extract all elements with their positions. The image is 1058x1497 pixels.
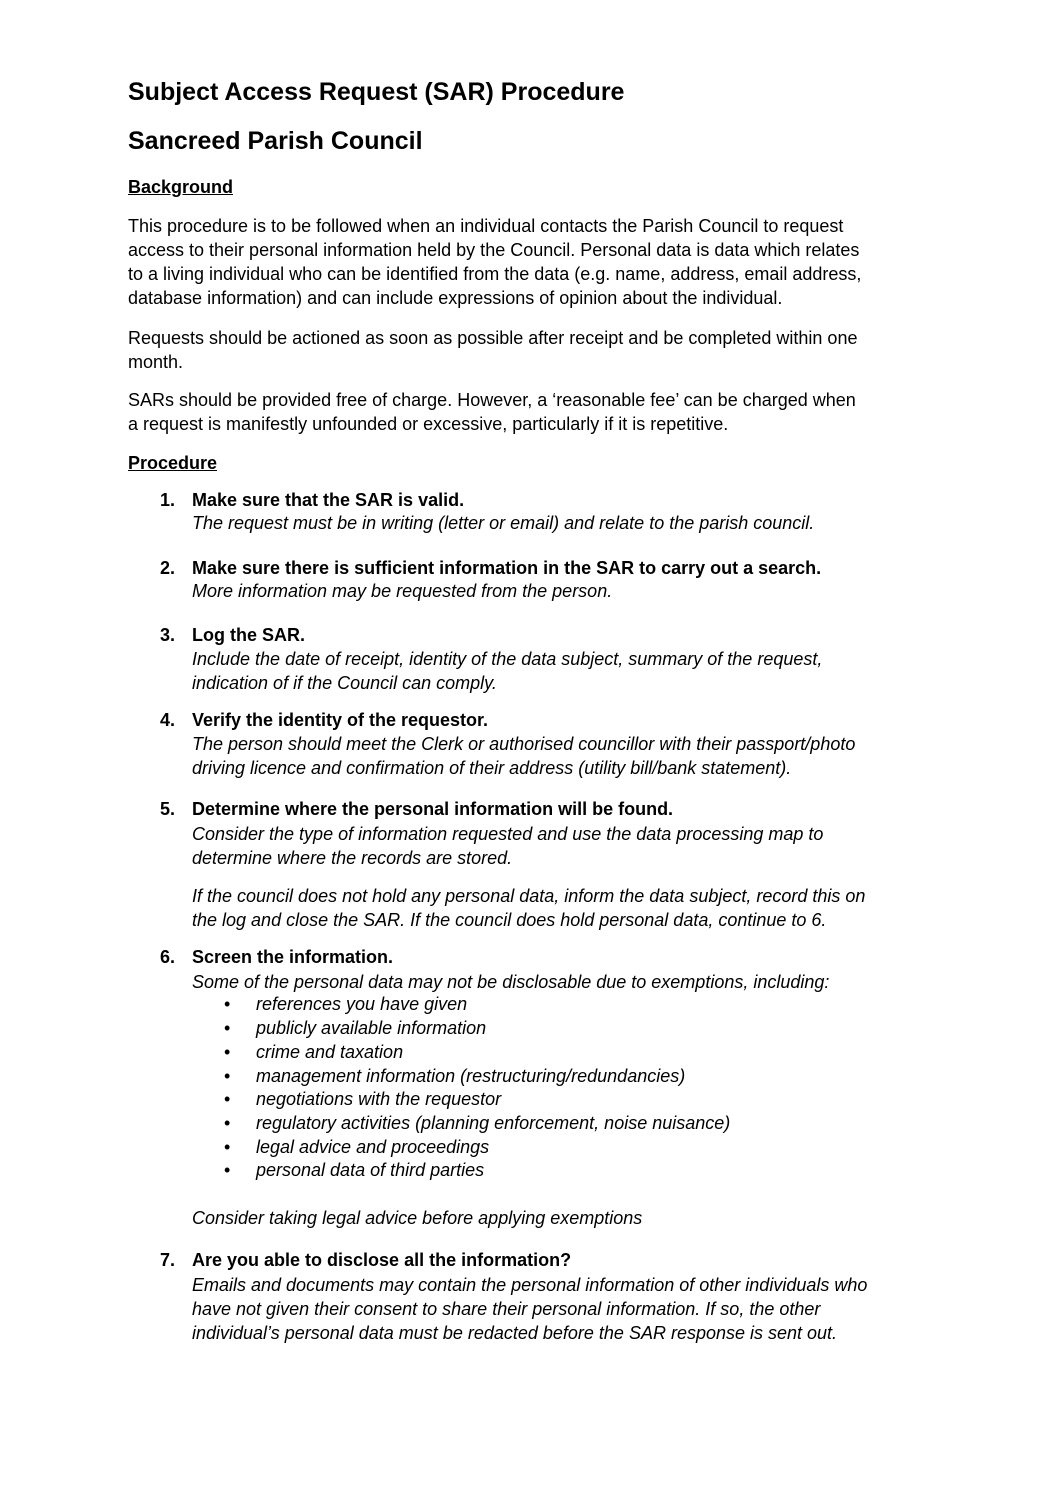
background-paragraph-2-line: month. <box>128 352 184 372</box>
exemption-item: crime and taxation <box>256 1042 404 1062</box>
step-number: 3. <box>160 625 176 645</box>
exemption-item: negotiations with the requestor <box>256 1089 502 1109</box>
background-paragraph-1-line: This procedure is to be followed when an individual contacts the Parish Council to request <box>128 216 844 236</box>
step-description: More information may be requested from the person. <box>192 581 613 601</box>
step-number: 4. <box>160 710 176 730</box>
exemption-item: regulatory activities (planning enforcement, noise nuisance) <box>256 1113 731 1133</box>
background-paragraph-3-line: a request is manifestly unfounded or excessive, particularly if it is repetitive. <box>128 414 729 434</box>
exemption-item: legal advice and proceedings <box>256 1137 490 1157</box>
step-description: driving licence and confirmation of their address (utility bill/bank statement). <box>192 758 792 778</box>
bullet-icon: • <box>224 994 231 1014</box>
bullet-icon: • <box>224 1137 231 1157</box>
step-description: Consider the type of information requested and use the data processing map to <box>192 824 824 844</box>
background-paragraph-3-line: SARs should be provided free of charge. However, a ‘reasonable fee’ can be charged when <box>128 390 856 410</box>
step-description: The person should meet the Clerk or authorised councillor with their passport/photo <box>192 734 856 754</box>
step-number: 1. <box>160 490 176 510</box>
exemption-item: references you have given <box>256 994 468 1014</box>
step-description: Some of the personal data may not be disclosable due to exemptions, including: <box>192 972 830 992</box>
step-number: 2. <box>160 558 176 578</box>
page-subtitle: Sancreed Parish Council <box>128 127 423 155</box>
step-title: Verify the identity of the requestor. <box>192 710 489 730</box>
step-note: Consider taking legal advice before applying exemptions <box>192 1208 643 1228</box>
step-title: Determine where the personal information will be found. <box>192 799 674 819</box>
step-number: 7. <box>160 1250 176 1270</box>
step-description: determine where the records are stored. <box>192 848 513 868</box>
exemption-item: publicly available information <box>256 1018 487 1038</box>
step-note: the log and close the SAR. If the council does hold personal data, continue to 6. <box>192 910 827 930</box>
step-description: The request must be in writing (letter or email) and relate to the parish council. <box>192 513 815 533</box>
bullet-icon: • <box>224 1113 231 1133</box>
step-title: Make sure that the SAR is valid. <box>192 490 465 510</box>
bullet-icon: • <box>224 1018 231 1038</box>
step-title: Log the SAR. <box>192 625 305 645</box>
step-title: Screen the information. <box>192 947 394 967</box>
bullet-icon: • <box>224 1042 231 1062</box>
step-number: 5. <box>160 799 176 819</box>
bullet-icon: • <box>224 1160 231 1180</box>
step-description: indication of if the Council can comply. <box>192 673 497 693</box>
background-paragraph-1-line: to a living individual who can be identified from the data (e.g. name, address, email address, <box>128 264 862 284</box>
step-note: If the council does not hold any personal data, inform the data subject, record this on <box>192 886 866 906</box>
page-title: Subject Access Request (SAR) Procedure <box>128 78 625 106</box>
step-description: Include the date of receipt, identity of the data subject, summary of the request, <box>192 649 823 669</box>
step-number: 6. <box>160 947 176 967</box>
exemption-item: management information (restructuring/redundancies) <box>256 1066 686 1086</box>
step-description: Emails and documents may contain the personal information of other individuals who <box>192 1275 868 1295</box>
bullet-icon: • <box>224 1066 231 1086</box>
background-paragraph-1-line: access to their personal information held by the Council. Personal data is data which relates <box>128 240 860 260</box>
procedure-heading: Procedure <box>128 453 218 473</box>
background-paragraph-1-line: database information) and can include expressions of opinion about the individual. <box>128 288 783 308</box>
step-title: Are you able to disclose all the information? <box>192 1250 572 1270</box>
bullet-icon: • <box>224 1089 231 1109</box>
step-description: have not given their consent to share their personal information. If so, the other <box>192 1299 821 1319</box>
exemption-item: personal data of third parties <box>256 1160 485 1180</box>
step-description: individual’s personal data must be redacted before the SAR response is sent out. <box>192 1323 838 1343</box>
background-paragraph-2-line: Requests should be actioned as soon as possible after receipt and be completed within one <box>128 328 858 348</box>
background-heading: Background <box>128 177 234 197</box>
step-title: Make sure there is sufficient information in the SAR to carry out a search. <box>192 558 822 578</box>
